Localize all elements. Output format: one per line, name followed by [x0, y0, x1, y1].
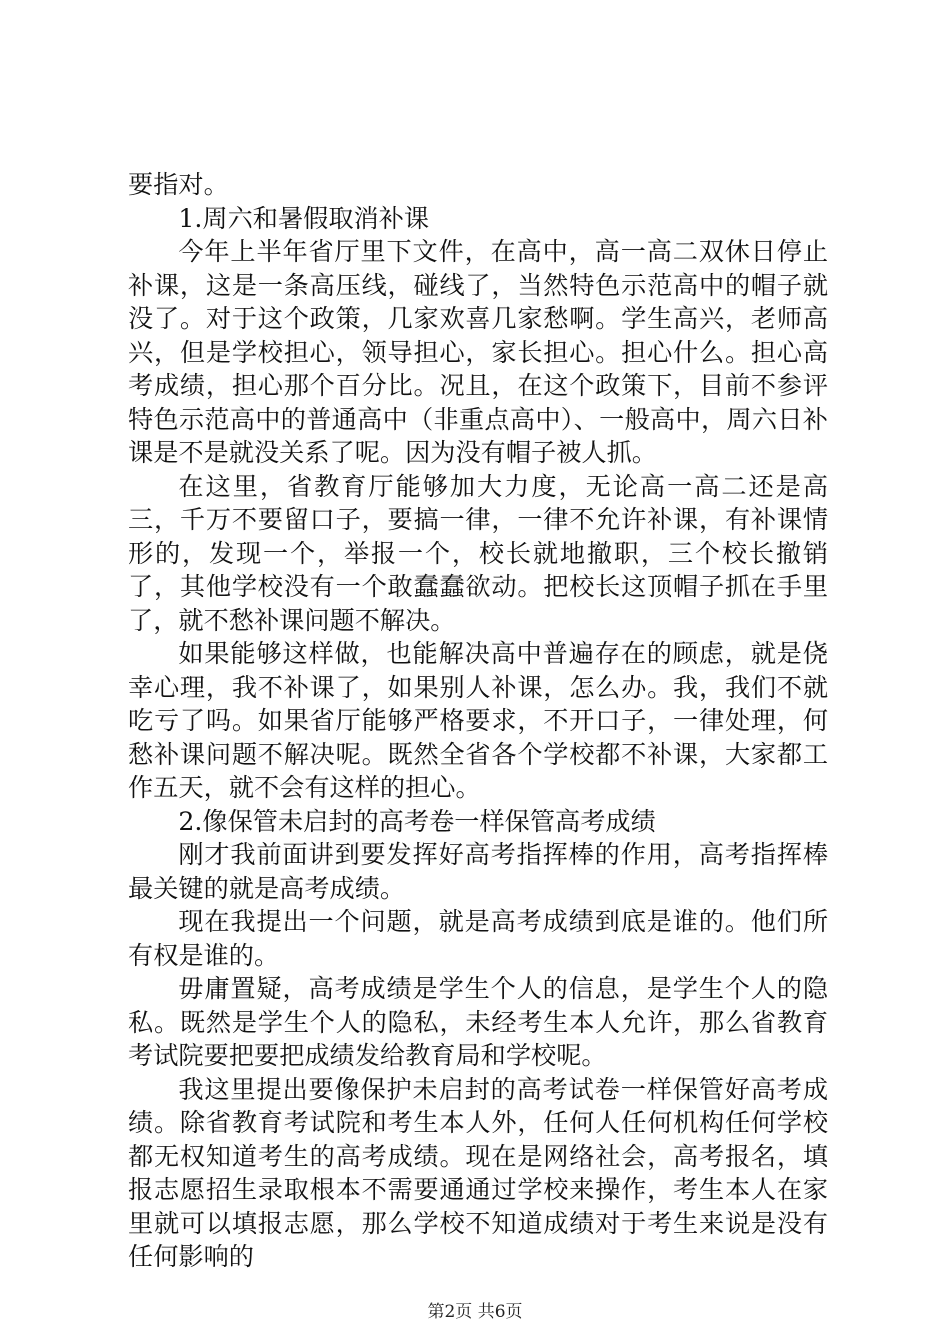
paragraph: 要指对。 [128, 170, 229, 199]
paragraph: 在这里，省教育厅能够加大力度，无论高一高二还是高三，千万不要留口子，要搞一律，一律不允许补课，有补课情形的，发现一个，举报一个，校长就地撤职，三个校长撤销了，其他学校没有一个敢蠢蠢欲动。把校长这顶帽子抓在手里了，就不愁补课问题不解决。 [128, 471, 828, 635]
paragraph: 我这里提出要像保护未启封的高考试卷一样保管好高考成绩。除省教育考试院和考生本人外，任何人任何机构任何学校都无权知道考生的高考成绩。现在是网络社会，高考报名，填报志愿招生录取根本不需要通通过学校来操作，考生本人在家里就可以填报志愿，那么学校不知道成绩对于考生来说是没有任何影响的 [128, 1074, 828, 1271]
paragraph: 毋庸置疑，高考成绩是学生个人的信息，是学生个人的隐私。既然是学生个人的隐私，未经考生本人允许，那么省教育考试院要把要把成绩发给教育局和学校呢。 [128, 974, 828, 1070]
paragraph: 刚才我前面讲到要发挥好高考指挥棒的作用，高考指挥棒最关键的就是高考成绩。 [128, 840, 828, 903]
section-heading-1: 1.周六和暑假取消补课 [178, 203, 430, 233]
document-body [128, 168, 828, 1274]
section-heading-2: 2.像保管未启封的高考卷一样保管高考成绩 [178, 806, 656, 836]
paragraph: 如果能够这样做，也能解决高中普遍存在的顾虑，就是侥幸心理，我不补课了，如果别人补课，怎么办。我，我们不就吃亏了吗。如果省厅能够严格要求，不开口子，一律处理，何愁补课问题不解决呢。既然全省各个学校都不补课，大家都工作五天，就不会有这样的担心。 [128, 639, 828, 802]
page-number-footer: 第2页 共6页 [427, 1302, 523, 1322]
paragraph: 今年上半年省厅里下文件，在高中，高一高二双休日停止补课，这是一条高压线，碰线了，当然特色示范高中的帽子就没了。对于这个政策，几家欢喜几家愁啊。学生高兴，老师高兴，但是学校担心，领导担心，家长担心。担心什么。担心高考成绩，担心那个百分比。况且，在这个政策下，目前不参评特色示范高中的普通高中（非重点高中）、一般高中，周六日补课是不是就没关系了呢。因为没有帽子被人抓。 [128, 237, 828, 467]
paragraph: 现在我提出一个问题，就是高考成绩到底是谁的。他们所有权是谁的。 [128, 907, 828, 970]
